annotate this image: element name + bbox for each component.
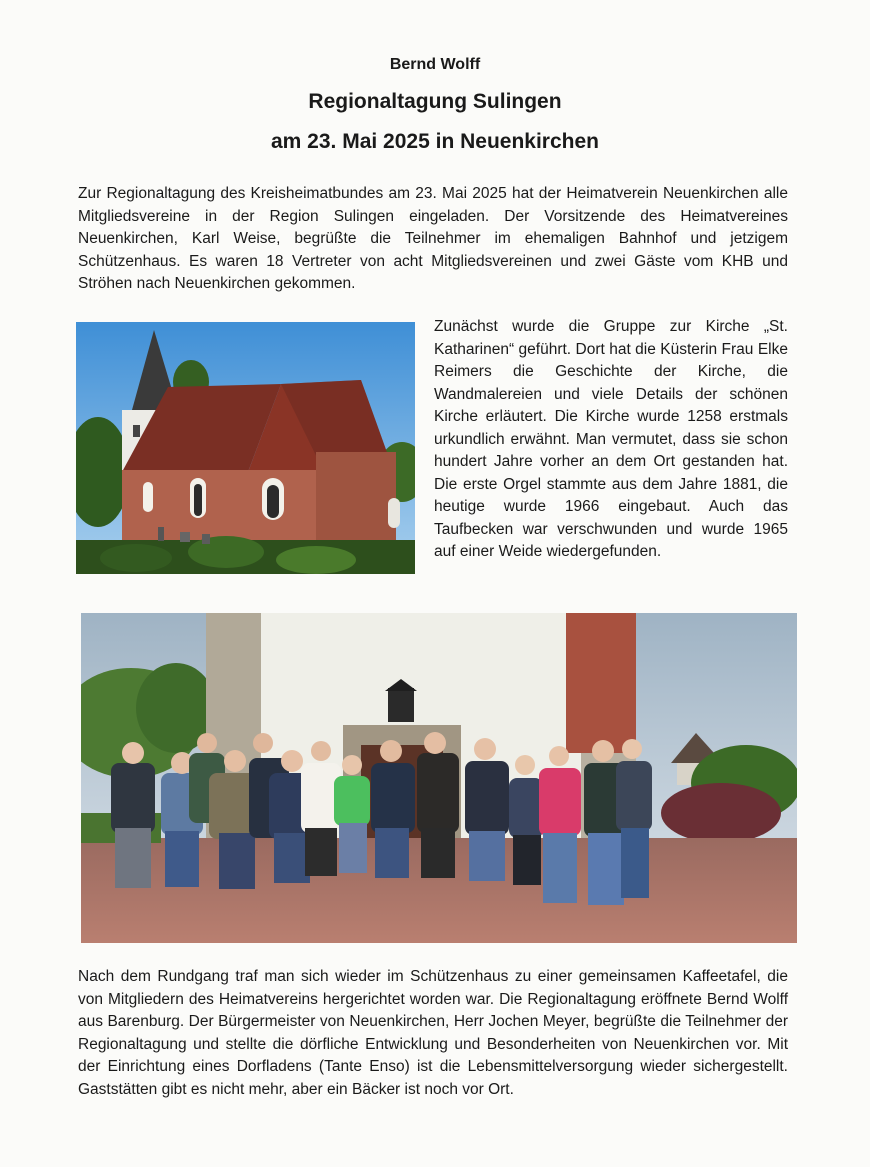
- intro-paragraph: Zur Regionaltagung des Kreisheimatbundes am 23. Mai 2025 hat der Heimatverein Neuenkirchen alle Mitgliedsvereine in der Region Sulingen eingeladen. Der Vorsitzende des Heimatvereines Neuenkirchen, Karl Weise, begrüßte die Teilnehmer im ehemaligen Bahnhof und jetzigem Schützenhaus. Es waren 18 Vertreter von acht Mitgliedsvereinen und zwei Gäste vom KHB und Ströhen nach Neuenkirchen gekommen.: [78, 185, 788, 292]
- article-title: Regionaltagung Sulingen: [308, 90, 562, 113]
- author-name: Bernd Wolff: [389, 56, 481, 73]
- church-photo: [76, 322, 415, 574]
- article-subtitle: am 23. Mai 2025 in Neuenkirchen: [271, 130, 599, 153]
- group-photo: [81, 613, 797, 943]
- closing-paragraph: Nach dem Rundgang traf man sich wieder im Schützenhaus zu einer gemeinsamen Kaffeetafel, die von Mitgliedern des Heimatvereins hergerichtet worden war. Die Regionaltagung eröffnete Bernd Wolff aus Barenburg. Der Bürgermeister von Neuenkirchen, Herr Jochen Meyer, begrüßte die Teilnehmer der Regionaltagung und stellte die dörfliche Entwicklung und Besonderheiten von Neuenkirchen vor. Mit der Einrichtung eines Dorfladens (Tante Enso) ist die Lebensmittelversorgung wieder sichergestellt. Gaststätten gibt es nicht mehr, aber ein Bäcker ist noch vor Ort.: [78, 968, 788, 1098]
- church-paragraph: Zunächst wurde die Gruppe zur Kirche „St. Katharinen“ geführt. Dort hat die Küsterin Frau Elke Reimers die Geschichte der Kirche, die Wandmalereien und viele Details der schönen Kirche erläutert. Die Kirche wurde 1258 erstmals urkundlich erwähnt. Man vermutet, dass sie schon hundert Jahre vorher an dem Ort gestanden hat. Die erste Orgel stammte aus dem Jahre 1881, die heutige wurde 1966 eingebaut. Auch das Taufbecken war verschwunden und wurde 1965 auf einer Weide wiedergefunden.: [434, 318, 788, 560]
